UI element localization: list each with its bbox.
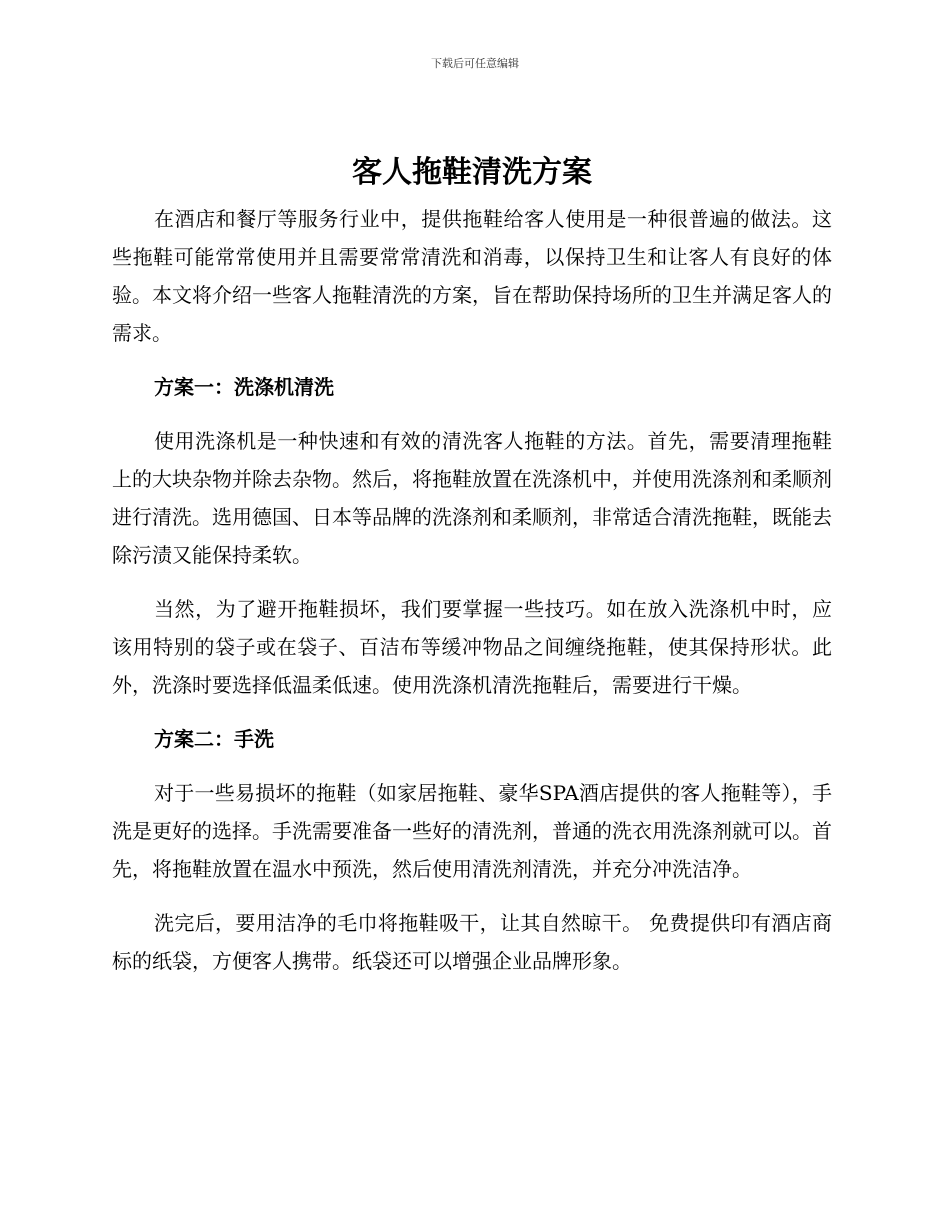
document-title: 客人拖鞋清洗方案	[352, 155, 592, 190]
section1-paragraph-2: 当然，为了避开拖鞋损坏，我们要掌握一些技巧。如在放入洗涤机中时，应该用特别的袋子或在袋子、百洁布等缓冲物品之间缠绕拖鞋，使其保持形状。此外，洗涤时要选择低温柔低速。使用洗涤机清洗拖鞋后，需要进行干燥。	[112, 597, 832, 697]
section-heading-hand-wash: 方案二：手洗	[154, 727, 274, 751]
section-heading-washing-machine: 方案一：洗涤机清洗	[154, 375, 334, 399]
section2-paragraph-2: 洗完后，要用洁净的毛巾将拖鞋吸干，让其自然晾干。 免费提供印有酒店商标的纸袋，方便客人携带。纸袋还可以增强企业品牌形象。	[112, 911, 832, 973]
header-note: 下载后可任意编辑	[431, 57, 519, 70]
section1-paragraph-1: 使用洗涤机是一种快速和有效的清洗客人拖鞋的方法。首先，需要清理拖鞋上的大块杂物并除去杂物。然后，将拖鞋放置在洗涤机中，并使用洗涤剂和柔顺剂进行清洗。选用德国、日本等品牌的洗涤剂和柔顺剂，非常适合清洗拖鞋，既能去除污渍又能保持柔软。	[112, 429, 832, 567]
section2-paragraph-1: 对于一些易损坏的拖鞋（如家居拖鞋、豪华SPA酒店提供的客人拖鞋等），手洗是更好的选择。手洗需要准备一些好的清洗剂，普通的洗衣用洗涤剂就可以。首先，将拖鞋放置在温水中预洗，然后使用清洗剂清洗，并充分冲洗洁净。	[112, 781, 832, 881]
document-body	[112, 148, 832, 996]
intro-paragraph: 在酒店和餐厅等服务行业中，提供拖鞋给客人使用是一种很普遍的做法。这些拖鞋可能常常使用并且需要常常清洗和消毒，以保持卫生和让客人有良好的体验。本文将介绍一些客人拖鞋清洗的方案，旨在帮助保持场所的卫生并满足客人的需求。	[112, 207, 832, 345]
